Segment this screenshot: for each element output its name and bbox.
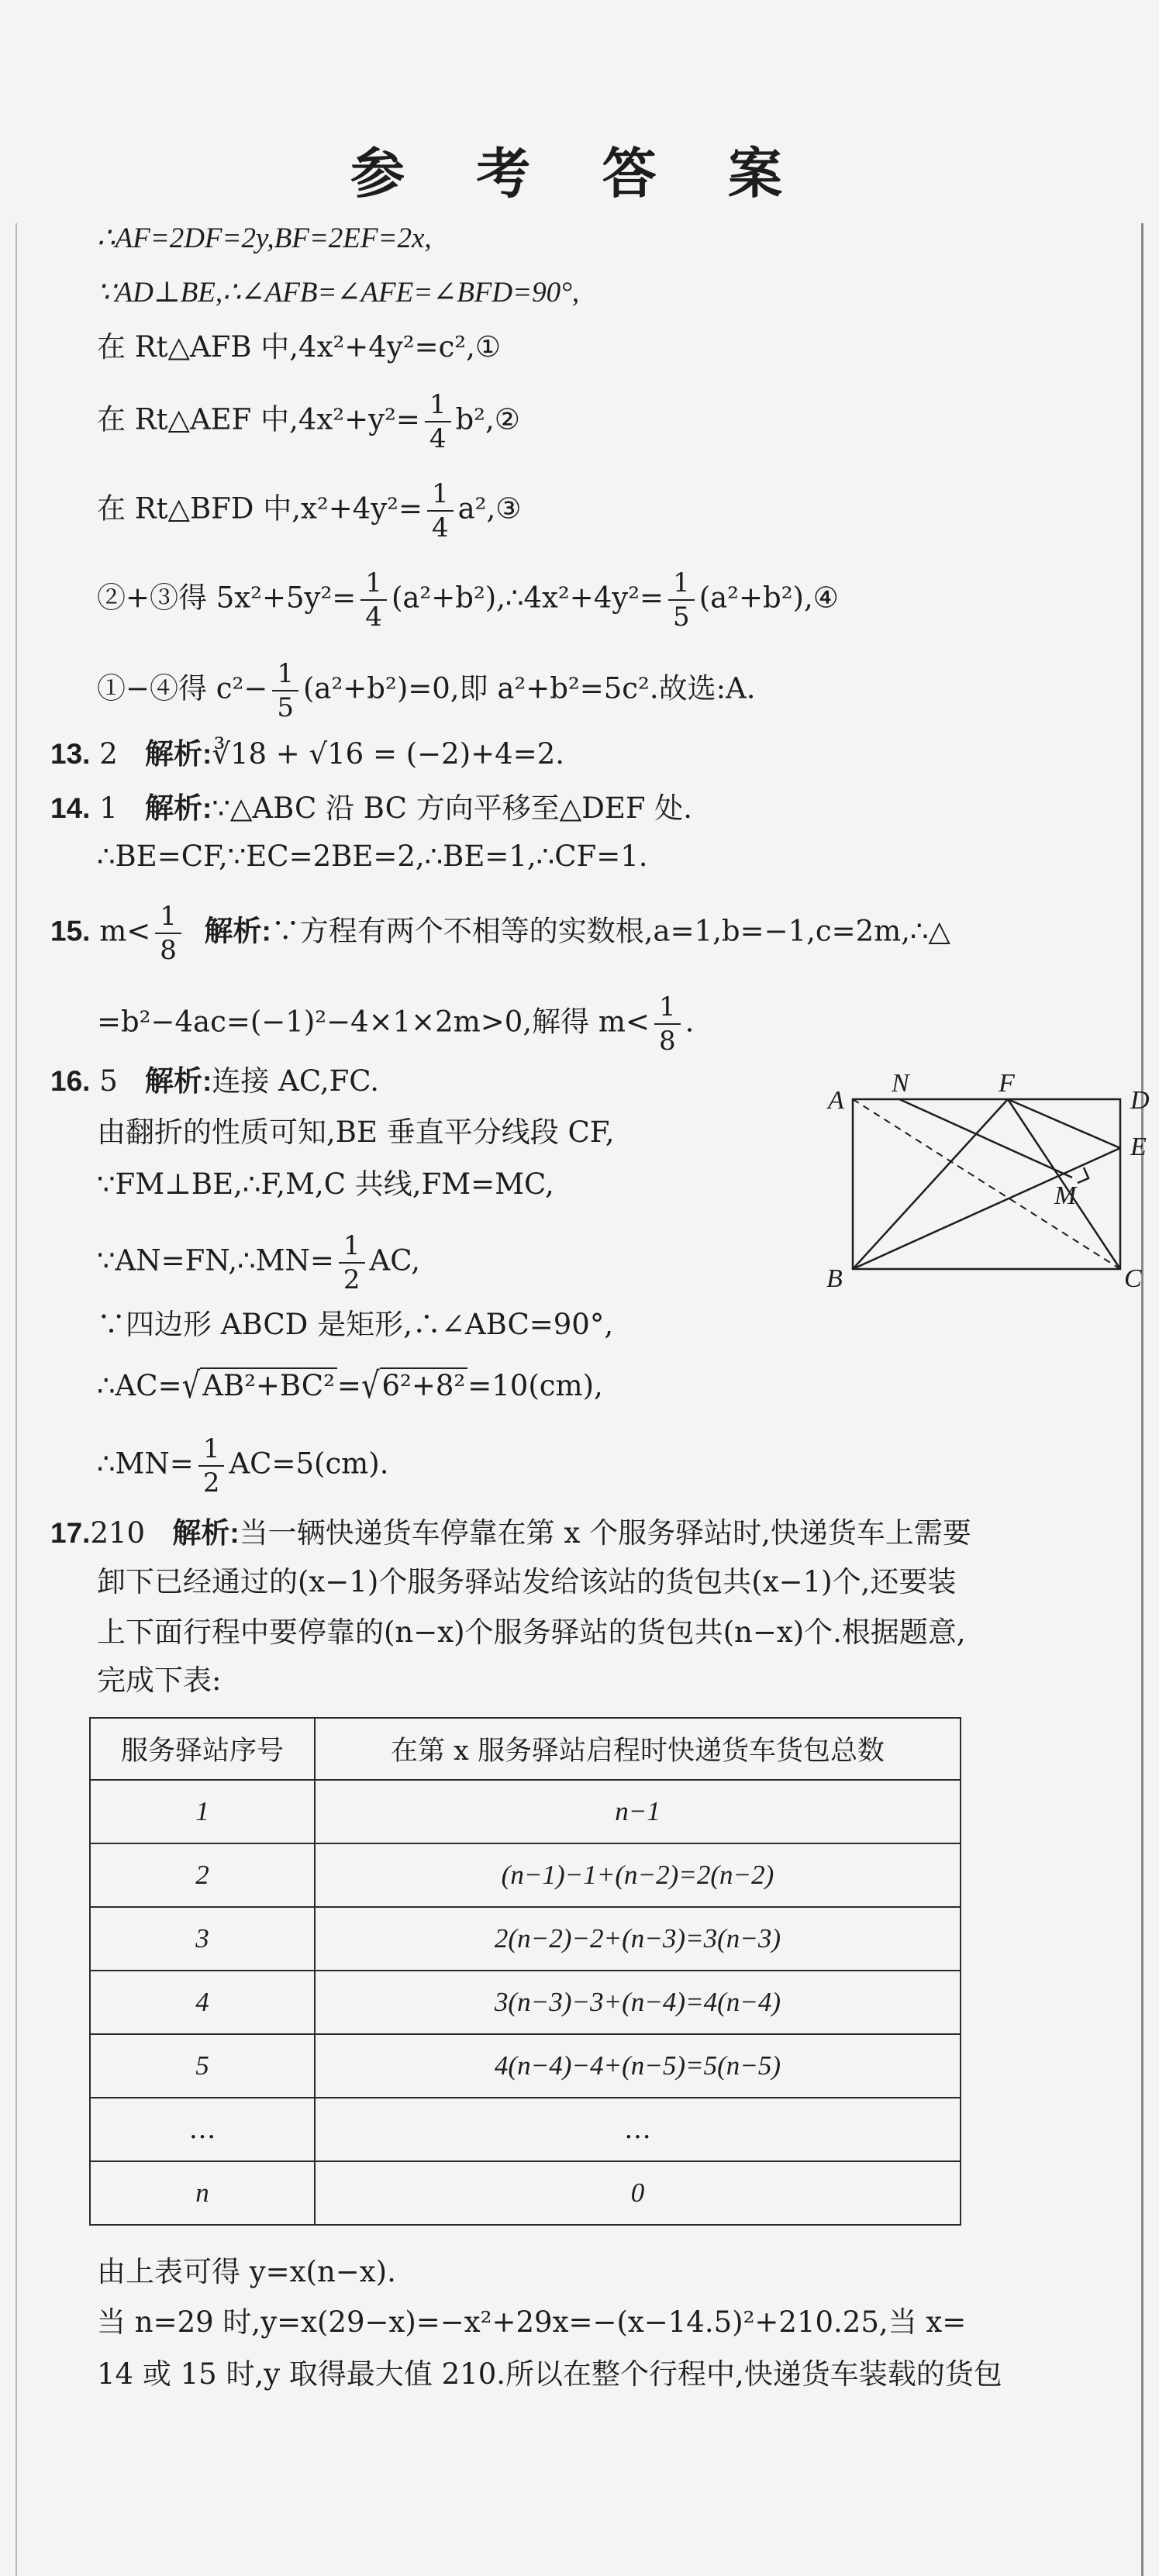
geometry-figure: [822, 1068, 1155, 1293]
answer-17-after: 当 n=29 时,y=x(29−x)=−x²+29x=−(x−14.5)²+210.25,当 x=: [97, 2305, 967, 2339]
answer-16-line: ∴MN= $\frac{1}{2}$ AC=5(cm).: [97, 1433, 389, 1498]
solution-line: ①−④得 c²− $\frac{1}{5}$ (a²+b²)=0,即 a²+b²=5c².故选:A.: [97, 658, 756, 723]
table-row: [90, 2098, 961, 2161]
table-row: [90, 2161, 961, 2225]
fraction: $\frac{1}{5}$: [272, 660, 298, 721]
answer-16-line: ∵四边形 ABCD 是矩形,∴∠ABC=90°,: [97, 1308, 614, 1341]
fraction: $\frac{1}{8}$: [654, 994, 681, 1054]
table-cell: 1: [90, 1780, 315, 1843]
answer-16-line: ∵FM⊥BE,∴F,M,C 共线,FM=MC,: [97, 1167, 554, 1201]
answer-13: 13. 2 解析:∛18 + √16 = (−2)+4=2.: [50, 737, 564, 771]
table-cell: 0: [315, 2161, 961, 2225]
answer-17: 17.210 解析:当一辆快递货车停靠在第 x 个服务驿站时,快递货车上需要: [50, 1516, 971, 1550]
label-f: F: [999, 1069, 1015, 1098]
label-n: N: [892, 1069, 909, 1098]
table-row: [90, 1780, 961, 1843]
left-margin-line: [16, 223, 17, 2576]
solution-line: 在 Rt△BFD 中,x²+4y²= $\frac{1}{4}$ a²,③: [97, 478, 522, 543]
label-e: E: [1130, 1133, 1147, 1161]
table-header: 服务驿站序号: [90, 1718, 315, 1780]
table-cell: 4: [90, 1971, 315, 2034]
table-row: [90, 2034, 961, 2098]
fraction: $\frac{1}{5}$: [668, 570, 695, 630]
solution-line: ②+③得 5x²+5y²= $\frac{1}{4}$ (a²+b²),∴4x²+4y²= $\frac{1}{5}$ (a²+b²),④: [97, 567, 839, 633]
table-cell: (n−1)−1+(n−2)=2(n−2): [315, 1843, 961, 1907]
solution-line: ∵AD⊥BE,∴∠AFB=∠AFE=∠BFD=90°,: [97, 277, 580, 309]
label-d: D: [1130, 1086, 1150, 1115]
answer-15-line: =b²−4ac=(−1)²−4×1×2m>0,解得 m< $\frac{1}{8}$ .: [97, 991, 695, 1057]
answer-14-line: ∴BE=CF,∵EC=2BE=2,∴BE=1,∴CF=1.: [97, 840, 648, 873]
table-cell: 4(n−4)−4+(n−5)=5(n−5): [315, 2034, 961, 2098]
fraction: $\frac{1}{4}$: [427, 481, 454, 541]
answer-17-after: 14 或 15 时,y 取得最大值 210.所以在整个行程中,快递货车装载的货包: [97, 2357, 1002, 2391]
solution-line: 在 Rt△AFB 中,4x²+4y²=c²,①: [97, 330, 502, 364]
table-cell: n−1: [315, 1780, 961, 1843]
answer-16: 16. 5 解析:连接 AC,FC.: [50, 1064, 380, 1098]
segment-bf: [853, 1099, 1008, 1269]
label-b: B: [826, 1264, 843, 1293]
table-cell: 2(n−2)−2+(n−3)=3(n−3): [315, 1907, 961, 1971]
fraction: $\frac{1}{4}$: [360, 570, 387, 630]
label-m: M: [1054, 1181, 1077, 1210]
table-header-row: [90, 1718, 961, 1780]
solution-line: ∴AF=2DF=2y,BF=2EF=2x,: [97, 222, 432, 254]
answer-17-line: 完成下表:: [97, 1664, 222, 1697]
answer-14: 14. 1 解析:∵△ABC 沿 BC 方向平移至△DEF 处.: [50, 791, 693, 825]
table-cell: …: [315, 2098, 961, 2161]
right-angle-mark: [1078, 1167, 1088, 1183]
page-title: 参 考 答 案: [350, 142, 809, 205]
station-table: [89, 1717, 961, 2226]
answer-16-line: 由翻折的性质可知,BE 垂直平分线段 CF,: [97, 1116, 615, 1149]
right-margin-line: [1141, 223, 1143, 2576]
answer-16-line: ∵AN=FN,∴MN= $\frac{1}{2}$ AC,: [97, 1230, 421, 1295]
fraction: $\frac{1}{2}$: [198, 1436, 225, 1496]
fraction: $\frac{1}{8}$: [155, 903, 181, 964]
answer-15: 15. m< $\frac{1}{8}$ 解析:∵方程有两个不相等的实数根,a=1,b=−1,c=2m,∴△: [50, 901, 951, 966]
fraction: $\frac{1}{4}$: [425, 391, 451, 452]
table-cell: n: [90, 2161, 315, 2225]
table-cell: 3: [90, 1907, 315, 1971]
fraction: $\frac{1}{2}$: [339, 1233, 365, 1293]
table-row: [90, 1843, 961, 1907]
table-row: [90, 1907, 961, 1971]
answer-16-line: ∴AC=√AB²+BC²=√6²+8²=10(cm),: [97, 1364, 603, 1407]
table-cell: 3(n−3)−3+(n−4)=4(n−4): [315, 1971, 961, 2034]
answer-17-line: 上下面行程中要停靠的(n−x)个服务驿站的货包共(n−x)个.根据题意,: [97, 1616, 966, 1649]
rectangle-abcd: [853, 1099, 1120, 1269]
table-row: [90, 1971, 961, 2034]
segment-nm: [899, 1099, 1072, 1178]
table-cell: 2: [90, 1843, 315, 1907]
label-a: A: [828, 1086, 844, 1115]
answer-17-after: 由上表可得 y=x(n−x).: [97, 2255, 396, 2288]
label-c: C: [1124, 1264, 1142, 1293]
table-cell: …: [90, 2098, 315, 2161]
table-cell: 5: [90, 2034, 315, 2098]
segment-ac-dashed: [853, 1099, 1120, 1269]
answer-17-line: 卸下已经通过的(x−1)个服务驿站发给该站的货包共(x−1)个,还要装: [97, 1565, 957, 1598]
table-header: 在第 x 服务驿站启程时快递货车货包总数: [315, 1718, 961, 1780]
solution-line: 在 Rt△AEF 中,4x²+y²= $\frac{1}{4}$ b²,②: [97, 389, 520, 454]
